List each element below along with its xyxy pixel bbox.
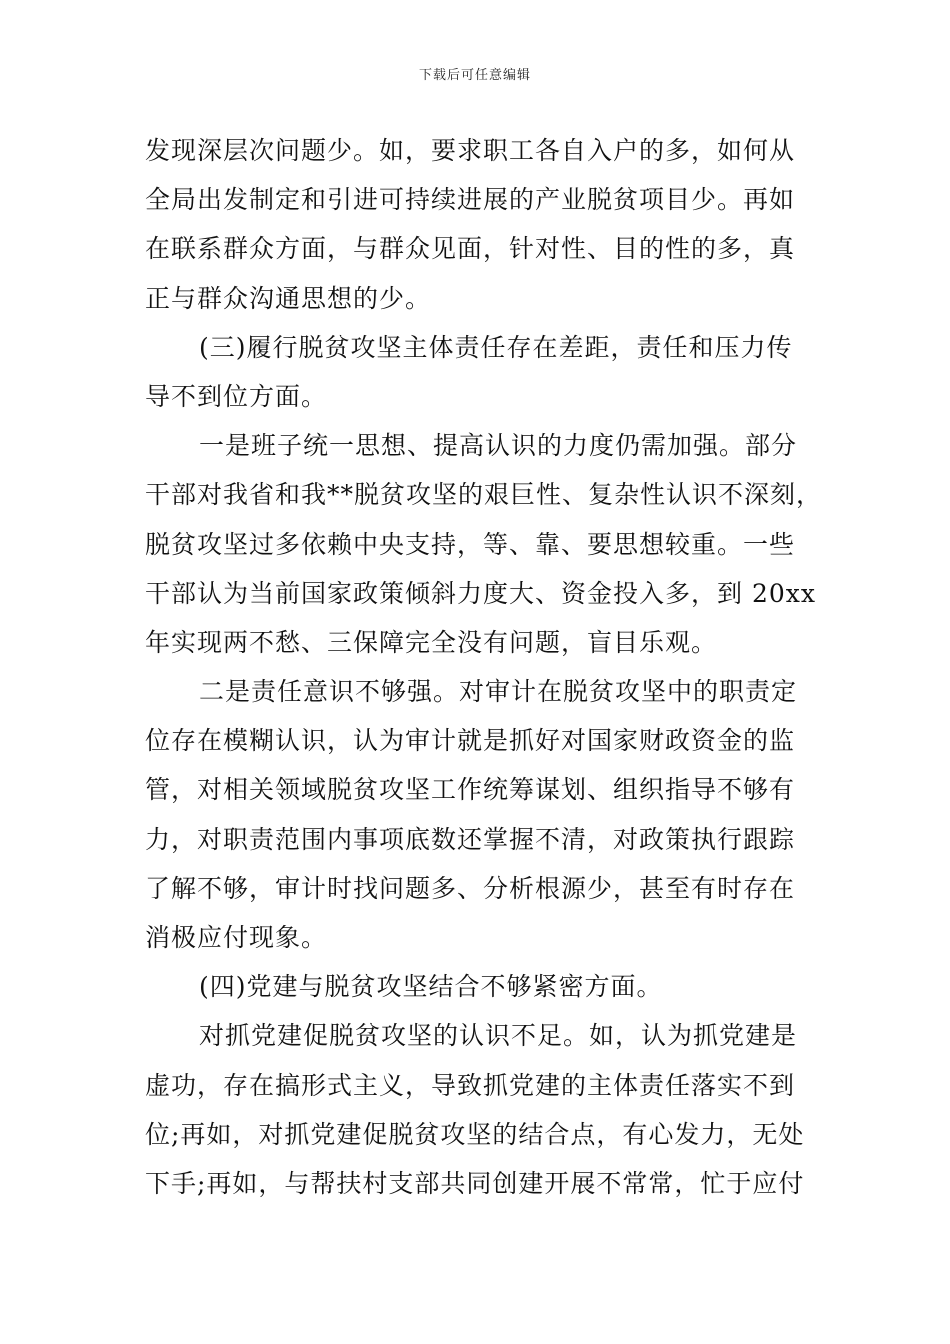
text-line: 虚功，存在搞形式主义，导致抓党建的主体责任落实不到 [145, 1070, 796, 1100]
text-line: 管，对相关领域脱贫攻坚工作统筹谋划、组织指导不够有 [145, 775, 796, 805]
text-line: 位;再如，对抓党建促脱贫攻坚的结合点，有心发力，无处 [145, 1119, 805, 1149]
text-line: 导不到位方面。 [145, 381, 328, 411]
text-line: 发现深层次问题少。如，要求职工各自入户的多，如何从 [145, 136, 796, 165]
text-line: 全局出发制定和引进可持续进展的产业脱贫项目少。再如 [145, 185, 796, 215]
text-line: 位存在模糊认识，认为审计就是抓好对国家财政资金的监 [145, 726, 796, 756]
text-line: 消极应付现象。 [145, 923, 328, 952]
text-line: 在联系群众方面，与群众见面，针对性、目的性的多，真 [145, 234, 796, 264]
text-line: 干部对我省和我**脱贫攻坚的艰巨性、复杂性认识不深刻， [145, 480, 823, 510]
text-line: (四)党建与脱贫攻坚结合不够紧密方面。 [199, 972, 663, 1002]
text-line: 下手;再如，与帮扶村支部共同创建开展不常常，忙于应付 [145, 1168, 805, 1198]
body-text [145, 126, 823, 1208]
text-line: 力，对职责范围内事项底数还掌握不清，对政策执行跟踪 [145, 824, 796, 854]
text-line: (三)履行脱贫攻坚主体责任存在差距，责任和压力传 [199, 332, 793, 362]
text-line: 干部认为当前国家政策倾斜力度大、资金投入多，到 20xx [145, 578, 816, 608]
text-line: 正与群众沟通思想的少。 [145, 283, 432, 313]
text-line: 脱贫攻坚过多依赖中央支持，等、靠、要思想较重。一些 [145, 529, 796, 559]
text-line: 二是责任意识不够强。对审计在脱贫攻坚中的职责定 [199, 677, 798, 707]
text-line: 一是班子统一思想、提高认识的力度仍需加强。部分 [199, 431, 798, 461]
text-line: 了解不够，审计时找问题多、分析根源少，甚至有时存在 [145, 873, 796, 903]
text-line: 年实现两不愁、三保障完全没有问题，盲目乐观。 [145, 627, 718, 657]
text-line: 对抓党建促脱贫攻坚的认识不足。如，认为抓党建是 [199, 1021, 798, 1051]
page-header: 下载后可任意编辑 [418, 68, 531, 83]
